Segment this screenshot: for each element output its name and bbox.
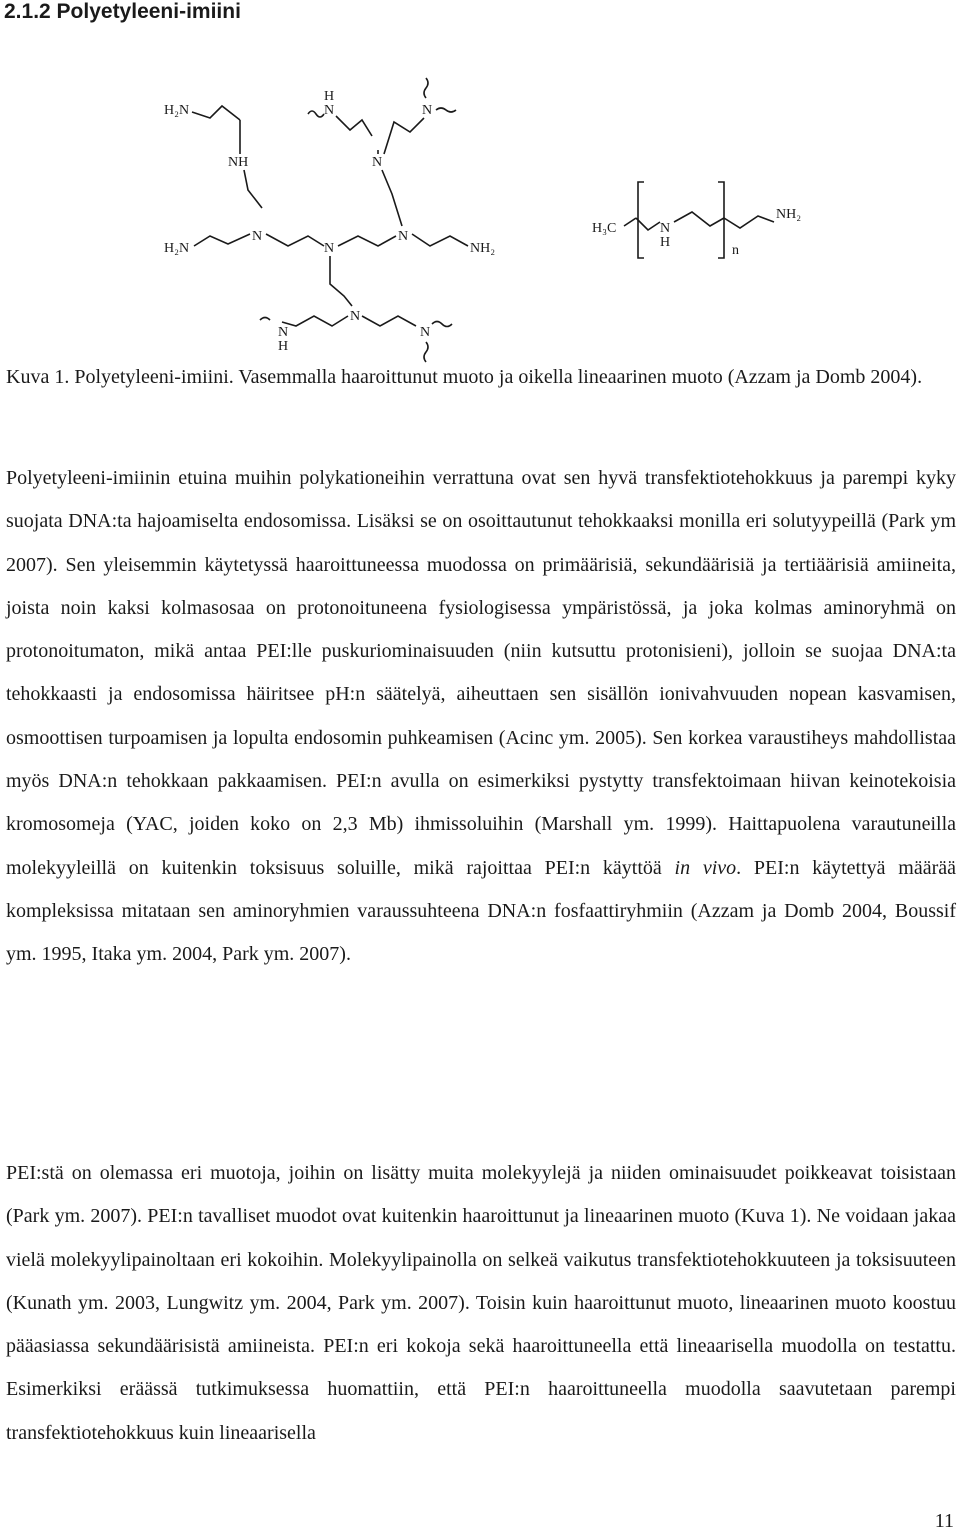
label-nh-left: NH: [228, 155, 249, 170]
pei-structures-diagram: [140, 70, 840, 370]
label-h-linear: H: [660, 235, 671, 250]
branched-pei-structure: [164, 78, 495, 362]
label-n-center: N: [324, 241, 335, 256]
figure-caption: Kuva 1. Polyetyleeni-imiini. Vasemmalla haaroittunut muoto ja oikella lineaarinen muoto (Azzam ja Domb 2004).: [6, 366, 923, 388]
label-repeat-n: n: [732, 243, 739, 258]
label-n-linear: N: [660, 221, 671, 236]
paragraph-1-text-b: . PEI:n käytettyä määrää kompleksissa mitataan sen aminoryhmien varaussuhteena DNA:n fosfaattiryhmiin (Azzam ja Domb 2004, Boussif ym. 1995, Itaka ym. 2004, Park ym. 2007).: [6, 856, 956, 966]
linear-pei-structure: [592, 182, 801, 258]
label-h3c: H₃C: [592, 221, 617, 236]
label-n-mid: N: [372, 155, 383, 170]
pei-structure-figure: [140, 70, 840, 370]
label-h2n-bottom: H₂N: [164, 241, 190, 256]
label-h2n-top: H₂N: [164, 103, 190, 118]
label-n-bottomleft: N: [278, 325, 289, 340]
paragraph-1-text-a: Polyetyleeni-imiinin etuina muihin polykationeihin verrattuna ovat sen hyvä transfektiotehokkuus ja parempi kyky suojata DNA:ta hajoamiselta endosomissa. Lisäksi se on osoittautunut tehokkaaksi monilla eri solutyypeillä (Park ym 2007). Sen yleisemmin käytetyssä haaroittuneessa muodossa on primäärisiä, sekundäärisiä ja tertiäärisiä amiineita, joista noin kaksi kolmasosaa on protonoituneena fysiologisessa ympäristössä, ja joka kolmas aminoryhmä on protonoitumaton, mikä antaa PEI:lle puskuriominaisuuden (niin kutsuttu protonisieni), jolloin se suojaa DNA:ta tehokkaasti ja endosomissa häiritsee pH:n säätelyä, aiheuttaen sen sisällön ionivahvuuden nopean kasvamisen, osmoottisen turpoamisen ja lopulta endosomin puhkeamisen (Acinc ym. 2005). Sen korkea varaustiheys mahdollistaa myös DNA:n tehokkaan pakkaamisen. PEI:n avulla on esimerkiksi pystytty transfektoimaan hiivan keinotekoisia kromosomeja (YAC, joiden koko on 2,3 Mb) ihmissoluihin (Marshall ym. 1999). Haittapuolena varautuneilla molekyyleillä on kuitenkin toksisuus soluille, mikä rajoittaa PEI:n käyttöä: [6, 467, 956, 879]
section-heading: 2.1.2 Polyetyleeni-imiini: [4, 0, 241, 23]
label-n-topright: N: [422, 103, 433, 118]
paragraph-1: [6, 457, 956, 977]
label-n-top: N: [324, 103, 335, 118]
label-nh2-right: NH₂: [470, 241, 496, 256]
paragraph-2: PEI:stä on olemassa eri muotoja, joihin on lisätty muita molekyylejä ja niiden ominaisuudet poikkeavat toisistaan (Park ym. 2007). PEI:n tavalliset muodot ovat kuitenkin haaroittunut ja lineaarinen muoto (Kuva 1). Ne voidaan jakaa vielä molekyylipainoltaan eri kokoihin. Molekyylipainolla on selkeä vaikutus transfektiotehokkuuteen ja toksisuuteen (Kunath ym. 2003, Lungwitz ym. 2004, Park ym. 2007). Toisin kuin haaroittunut muoto, lineaarinen muoto koostuu pääasiassa sekundäärisistä amiineista. PEI:n eri kokoja sekä haaroittuneella että lineaarisella muodolla on testattu. Esimerkiksi eräässä tutkimuksessa huomattiin, että PEI:n haaroittuneella muodolla saavutetaan parempi transfektiotehokkuus kuin lineaarisella: [6, 1162, 956, 1444]
label-nh2-linear: NH₂: [776, 207, 802, 222]
label-n-left: N: [252, 229, 263, 244]
label-n-bottomright: N: [420, 325, 431, 340]
label-h-bottomleft: H: [278, 339, 289, 354]
label-h-top: H: [324, 89, 335, 104]
label-n-bottom: N: [350, 309, 361, 324]
page-number: 11: [934, 1510, 954, 1532]
label-n-right: N: [398, 229, 409, 244]
paragraph-1-italic: in vivo: [674, 856, 737, 879]
